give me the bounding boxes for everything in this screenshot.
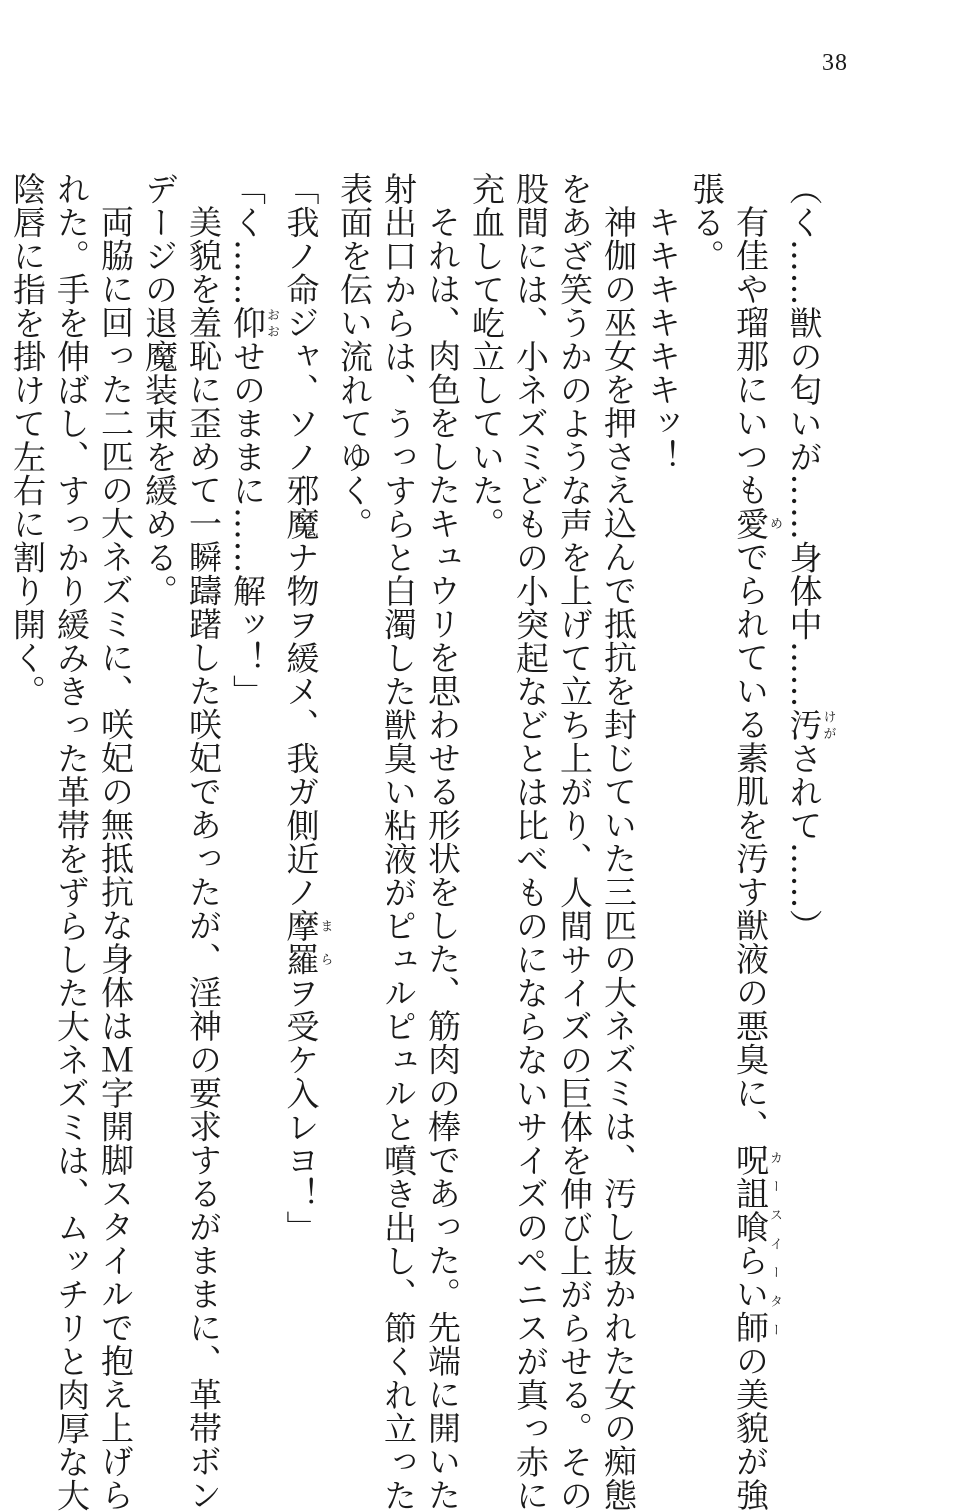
text-line-16: 両脇に回った二匹の大ネズミに、咲妃の無抵抗な身体はＭ字開脚スタイルで抱え上げら xyxy=(96,205,135,1512)
text-line-18: 陰唇に指を掛けて左右に割り開く。 xyxy=(8,172,47,708)
text-line-8: 充血して屹立していた。 xyxy=(467,172,506,541)
text-line-2: 有佳や瑠那にいつも愛めでられている素肌を汚す獣液の悪臭に、呪詛喰らい師カースイーターの美貌が強 xyxy=(731,205,782,1512)
text-line-13: 「く……仰おおせのままに……解ッ！」 xyxy=(228,172,279,708)
text-line-17: れた。手を伸ばし、すっかり緩みきった革帯をずらした大ネズミは、ムッチリと肉厚な大 xyxy=(52,172,91,1512)
text-line-11: 表面を伝い流れてゆく。 xyxy=(335,172,374,541)
text-line-1: （く……獣の匂いが……身体中……汚けがされて……） xyxy=(784,172,836,943)
text-line-4: キキキキキキッ！ xyxy=(643,205,682,473)
text-line-5: 神伽の巫女を押さえ込んで抵抗を封じていた三匹の大ネズミは、汚し抜かれた女の痴態 xyxy=(599,205,638,1512)
text-line-7: 股間には、小ネズミどもの小突起などとは比べものにならないサイズのペニスが真っ赤に xyxy=(511,172,550,1512)
text-line-6: をあざ笑うかのような声を上げて立ち上がり、人間サイズの巨体を伸び上がらせる。その xyxy=(555,172,594,1512)
text-line-15: デージの退魔装束を緩める。 xyxy=(140,172,179,608)
text-line-12: 「我ノ命ジャ、ソノ邪魔ナ物ヲ緩メ、我ガ側近ノ摩羅まらヲ受ケ入レヨ！」 xyxy=(281,172,333,1244)
vertical-text-body xyxy=(5,172,836,1512)
text-line-14: 美貌を羞恥に歪めて一瞬躊躇した咲妃であったが、淫神の要求するがままに、革帯ボン xyxy=(184,205,223,1512)
text-line-3: 張る。 xyxy=(687,172,726,273)
text-line-9: それは、肉色をしたキュウリを思わせる形状をした、筋肉の棒であった。先端に開いた xyxy=(423,205,462,1512)
page-number: 38 xyxy=(822,50,848,76)
text-line-10: 射出口からは、うっすらと白濁した獣臭い粘液がピュルピュルと噴き出し、節くれ立った xyxy=(379,172,418,1512)
